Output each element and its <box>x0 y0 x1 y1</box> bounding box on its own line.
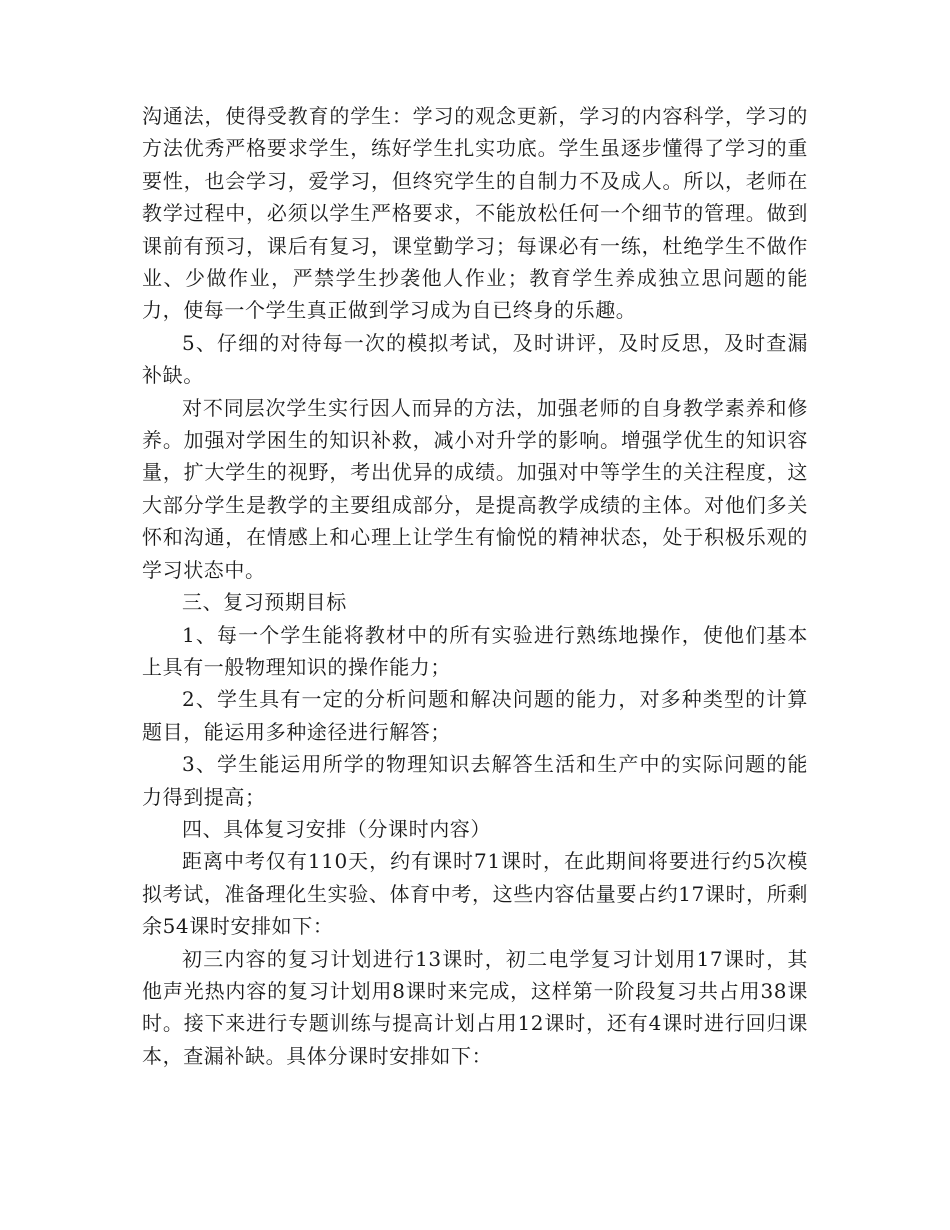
paragraph-schedule-detail: 初三内容的复习计划进行13课时，初二电学复习计划用17课时，其他声光热内容的复习计划用8课时来完成，这样第一阶段复习共占用38课时。接下来进行专题训练与提高计划占用12课时，还有4课时进行回归课本，查漏补缺。具体分课时安排如下： <box>142 946 808 1068</box>
document-page <box>142 100 808 1072</box>
list-item-2: 2、学生具有一定的分析问题和解决问题的能力，对多种类型的计算题目，能运用多种途径进行解答； <box>142 687 808 744</box>
paragraph-2: 5、仔细的对待每一次的模拟考试，及时讲评，及时反思，及时查漏补缺。 <box>142 330 808 388</box>
list-item-3: 3、学生能运用所学的物理知识去解答生活和生产中的实际问题的能力得到提高； <box>142 752 808 809</box>
paragraph-3: 对不同层次学生实行因人而异的方法，加强老师的自身教学素养和修养。加强对学困生的知识补救，减小对升学的影响。增强学优生的知识容量，扩大学生的视野，考出优异的成绩。加强对中等学生的关注程度，这大部分学生是教学的主要组成部分，是提高教学成绩的主体。对他们多关怀和沟通，在情感上和心理上让学生有愉悦的精神状态，处于积极乐观的学习状态中。 <box>142 395 808 582</box>
list-item-1: 1、每一个学生能将教材中的所有实验进行熟练地操作，使他们基本上具有一般物理知识的操作能力； <box>142 622 808 679</box>
paragraph-schedule-intro: 距离中考仅有110天，约有课时71课时，在此期间将要进行约5次模拟考试，准备理化生实验、体育中考，这些内容估量要占约17课时，所剩余54课时安排如下： <box>142 849 808 939</box>
paragraph-1: 沟通法，使得受教育的学生：学习的观念更新，学习的内容科学，学习的方法优秀严格要求学生，练好学生扎实功底。学生虽逐步懂得了学习的重要性，也会学习，爱学习，但终究学生的自制力不及成人。所以，老师在教学过程中，必须以学生严格要求，不能放松任何一个细节的管理。做到课前有预习，课后有复习，课堂勤学习；每课必有一练，杜绝学生不做作业、少做作业，严禁学生抄袭他人作业；教育学生养成独立思问题的能力，使每一个学生真正做到学习成为自已终身的乐趣。 <box>142 104 808 323</box>
section-heading-3: 三、复习预期目标 <box>182 590 347 615</box>
section-heading-4: 四、具体复习安排（分课时内容） <box>182 816 491 841</box>
